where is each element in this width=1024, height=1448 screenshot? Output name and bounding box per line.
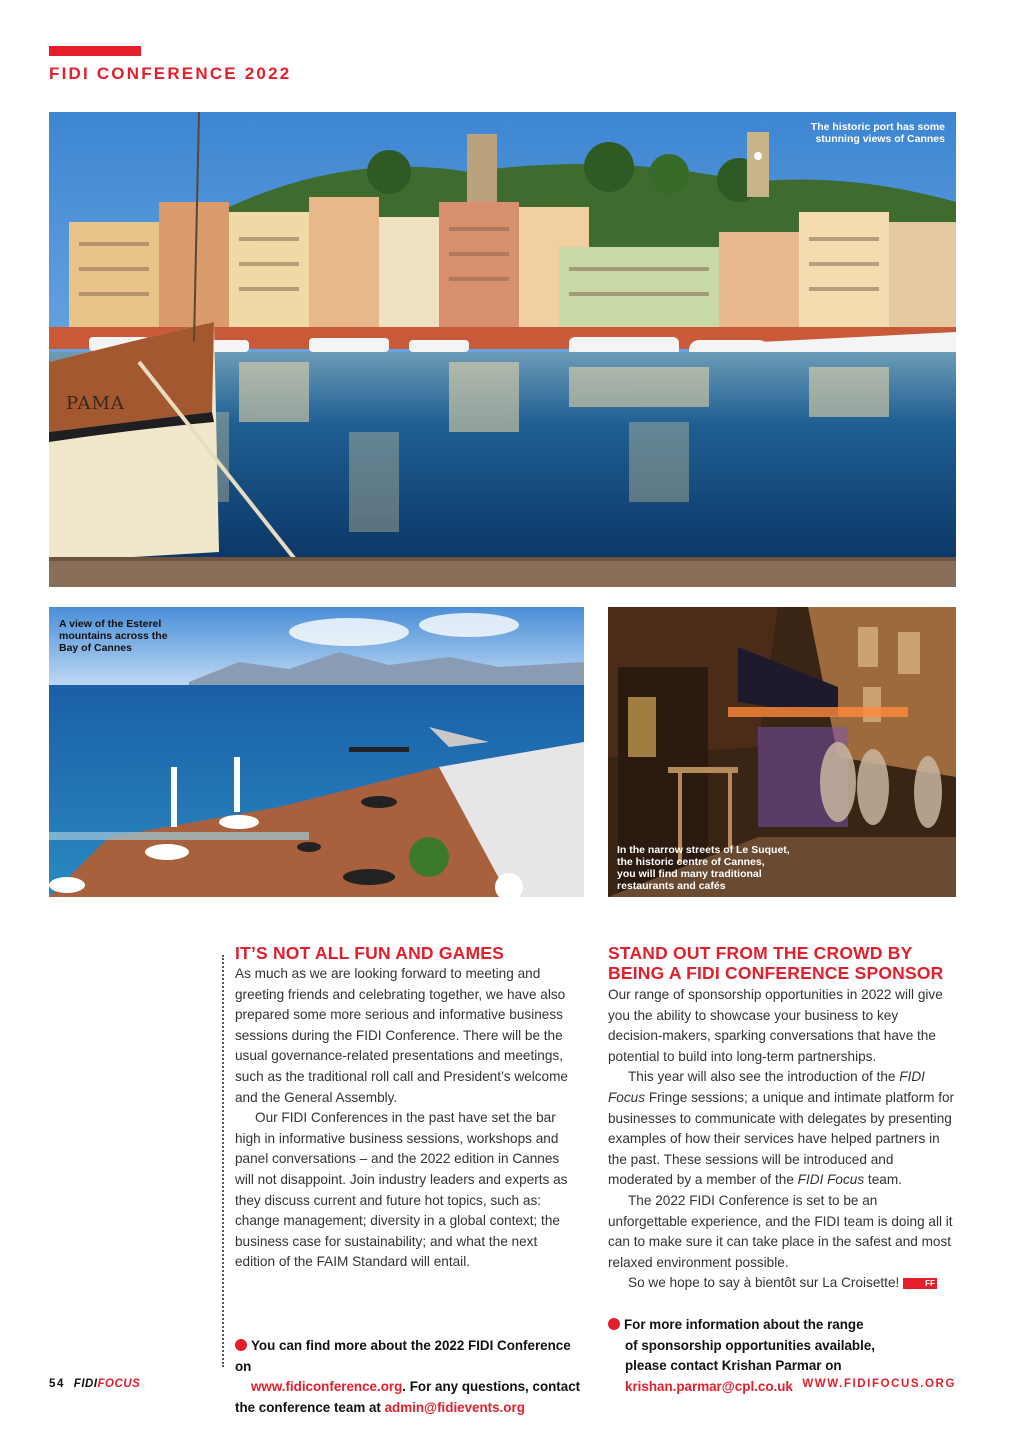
right-para-4: So we hope to say à bientôt sur La Croisette! FF: [628, 1275, 935, 1291]
sponsor-contact-email-link[interactable]: krishan.parmar@cpl.co.uk: [625, 1378, 793, 1394]
bullet-icon: [235, 1339, 247, 1351]
section-accent-bar: [49, 46, 141, 56]
right-para-2: This year will also see the introduction of the FIDI Focus Fringe sessions; a unique and intimate platform for businesses to communicate with delegates by presenting examples of how their services have helped partners in the past. These sessions will be introduced and moderated by a member of the FIDI Focus team.: [608, 1069, 955, 1188]
section-title: FIDI CONFERENCE 2022: [49, 64, 292, 83]
harbour-photo: [49, 112, 956, 587]
left-article-body: [235, 964, 570, 1273]
bullet-icon: [608, 1318, 620, 1330]
right-info-box: For more information about the range of sponsorship opportunities available, please contact Krishan Parmar on krishan.parmar@cpl.co.uk: [608, 1315, 956, 1397]
right-para-1: Our range of sponsorship opportunities in 2022 will give you the ability to showcase your business to key decision-makers, sparking conversations that have the potential to build into long-term partnerships.: [608, 987, 943, 1064]
admin-email-link[interactable]: admin@fidievents.org: [384, 1399, 525, 1415]
footer-website[interactable]: WWW.FIDIFOCUS.ORG: [802, 1378, 956, 1390]
brand-logo: FIDIFOCUS: [73, 1378, 141, 1390]
footer-left: [49, 1378, 140, 1390]
street-caption: In the narrow streets of Le Suquet, the historic centre of Cannes, you will find many traditional restaurants and cafés: [617, 844, 790, 892]
left-article-heading: IT’S NOT ALL FUN AND GAMES: [235, 943, 504, 963]
right-article-body: [608, 985, 956, 1294]
ff-end-mark: FF: [903, 1278, 937, 1289]
conference-website-link[interactable]: www.fidiconference.org: [251, 1379, 403, 1394]
right-article-heading: STAND OUT FROM THE CROWD BY BEING A FIDI CONFERENCE SPONSOR: [608, 943, 944, 983]
bay-caption: A view of the Esterel mountains across the Bay of Cannes: [59, 618, 168, 654]
left-para-2: Our FIDI Conferences in the past have set the bar high in informative business sessions, workshops and panel conversations – and the 2022 edition in Cannes will not disappoint. Join industry leaders and experts as they discuss current and future hot topics, such as: change management; diversity in a global context; the business case for sustainability; and what the next edition of the FAIM Standard will entail.: [235, 1110, 568, 1270]
left-info-box: You can find more about the 2022 FIDI Conference on www.fidiconference.org. For any questions, contact the conference team at admin@fidievents.org: [235, 1338, 581, 1415]
left-para-1: As much as we are looking forward to meeting and greeting friends and celebrating together, we have also prepared some more serious and informative business sessions during the FIDI Conference. There will be the usual governance-related presentations and meetings, such as the traditional roll call and President’s welcome and the General Assembly.: [235, 966, 568, 1105]
right-para-3: The 2022 FIDI Conference is set to be an unforgettable experience, and the FIDI team is doing all it can to make sure it can take place in the safest and most relaxed environment possible.: [608, 1192, 953, 1270]
column-divider: [222, 955, 224, 1367]
harbour-caption: The historic port has some stunning views of Cannes: [810, 121, 945, 145]
page-number: 54: [49, 1378, 65, 1390]
boat-name: PAMA: [66, 393, 125, 414]
